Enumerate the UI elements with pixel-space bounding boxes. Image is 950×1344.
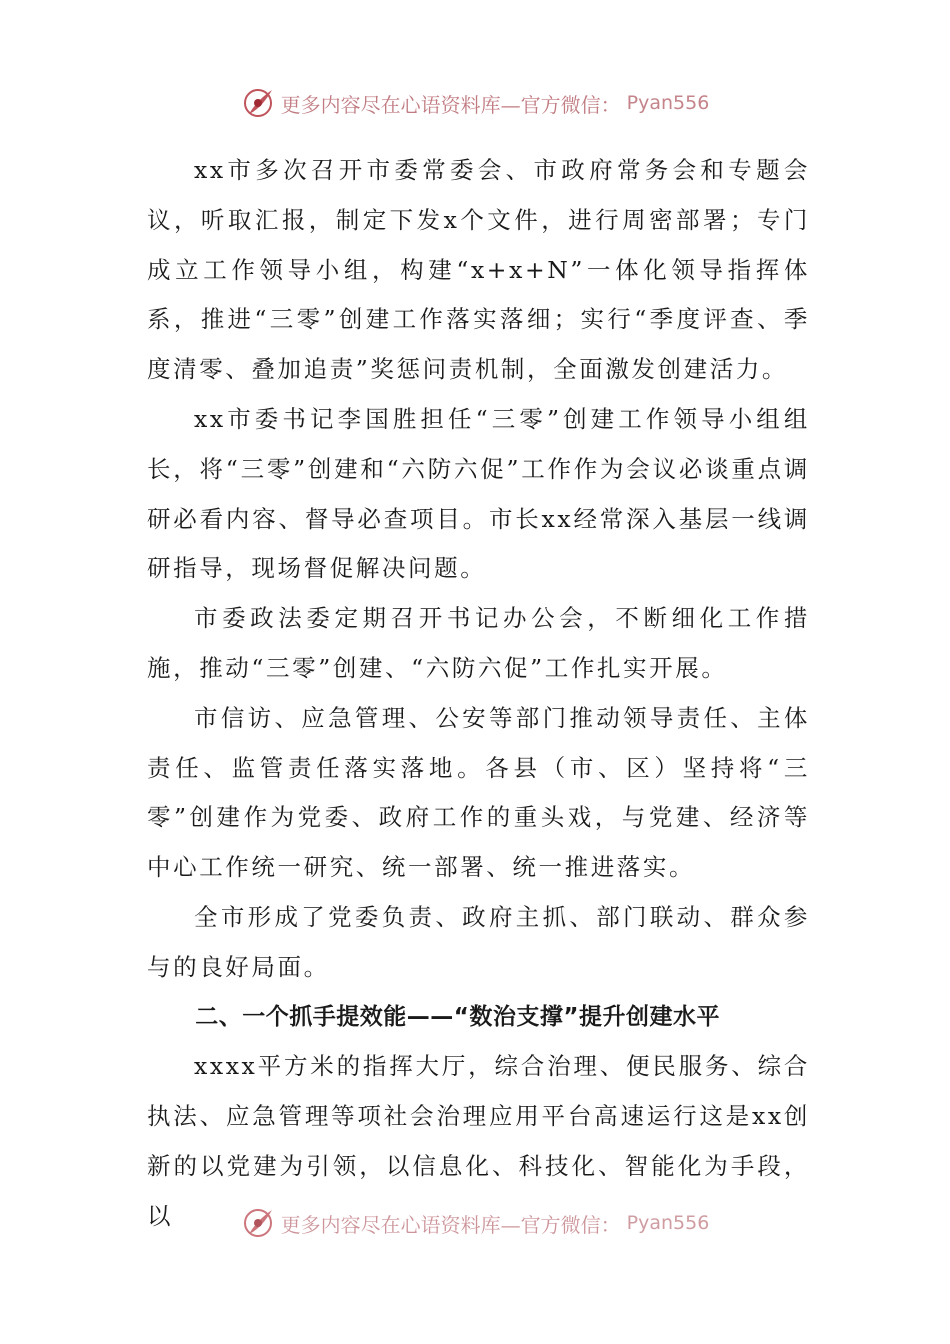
paragraph-4: 市信访、应急管理、公安等部门推动领导责任、主体责任、监管责任落实落地。各县（市、区）坚持将“三零”创建作为党委、政府工作的重头戏，与党建、经济等中心工作统一研究、统一部署、统一推进落实。 <box>147 703 810 882</box>
watermark-wechat-id: Pyan556 <box>626 92 710 114</box>
quill-logo-icon <box>241 1206 275 1240</box>
watermark-wechat-id: Pyan556 <box>626 1212 710 1234</box>
document-body <box>147 146 810 1242</box>
section-heading: 二、一个抓手提效能——“数治支撑”提升创建水平 <box>195 1003 721 1030</box>
watermark-footer <box>0 1206 950 1240</box>
quill-logo-icon <box>241 86 275 120</box>
paragraph-2: xx市委书记李国胜担任“三零”创建工作领导小组组长，将“三零”创建和“六防六促”工作作为会议必谈重点调研必看内容、督导必查项目。市长xx经常深入基层一线调研指导，现场督促解决问题。 <box>147 404 810 583</box>
paragraph-1: xx市多次召开市委常委会、市政府常务会和专题会议，听取汇报，制定下发x个文件，进行周密部署；专门成立工作领导小组，构建“x+x+N”一体化领导指挥体系，推进“三零”创建工作落实落细；实行“季度评查、季度清零、叠加追责”奖惩问责机制，全面激发创建活力。 <box>147 156 810 384</box>
watermark-text: 更多内容尽在心语资料库—官方微信： <box>280 92 621 117</box>
watermark-header <box>0 86 950 120</box>
paragraph-3: 市委政法委定期召开书记办公会，不断细化工作措施，推动“三零”创建、“六防六促”工作扎实开展。 <box>147 604 810 682</box>
watermark-text: 更多内容尽在心语资料库—官方微信： <box>280 1212 621 1237</box>
paragraph-6: xxxx平方米的指挥大厅，综合治理、便民服务、综合执法、应急管理等项社会治理应用平台高速运行这是xx创新的以党建为引领，以信息化、科技化、智能化为手段，以 <box>147 1052 810 1230</box>
paragraph-5: 全市形成了党委负责、政府主抓、部门联动、群众参与的良好局面。 <box>147 902 810 981</box>
